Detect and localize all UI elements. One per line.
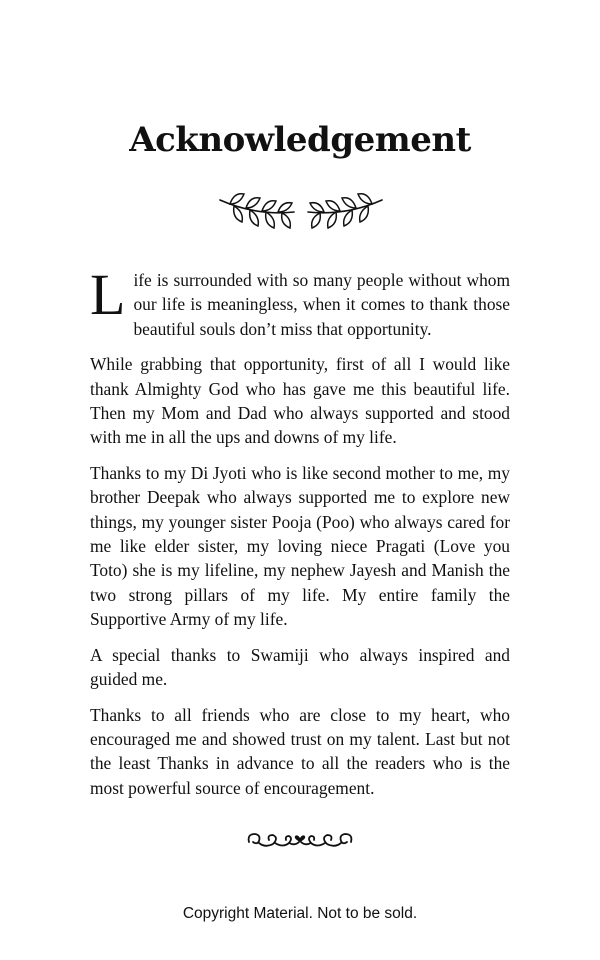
- paragraph-3: Thanks to my Di Jyoti who is like second mother to me, my brother Deepak who always supported me to explore new things, my younger sister Pooja (Poo) who always cared for me like elder sister, my loving niece Pragati (Love you Toto) she is my lifeline, my nephew Jayesh and Manish the two strong pillars of my life. My entire family the Supportive Army of my life.: [90, 462, 510, 630]
- paragraph-1: [90, 262, 510, 341]
- flourish-heart-icon: [245, 826, 355, 854]
- laurel-branches-icon: [216, 186, 386, 236]
- paragraph-4: A special thanks to Swamiji who always inspired and guided me.: [90, 644, 510, 690]
- acknowledgement-body: [90, 262, 510, 811]
- page-title: Acknowledgement: [129, 120, 471, 160]
- paragraph-2: While grabbing that opportunity, first of all I would like thank Almighty God who has gave me this beautiful life. Then my Mom and Dad who always supported and stood with me in all the ups and downs of my life.: [90, 354, 510, 448]
- copyright-notice: Copyright Material. Not to be sold.: [182, 905, 418, 922]
- drop-cap-letter: L: [90, 262, 126, 327]
- paragraph-5: Thanks to all friends who are close to my heart, who encouraged me and showed trust on my talent. Last but not the least Thanks in advance to all the readers who is the most powerful source of encouragement.: [90, 704, 510, 798]
- paragraph-1-text: ife is surrounded with so many people without whom our life is meaningless, when it comes to thank those beautiful souls don’t miss that opportunity.: [133, 270, 510, 339]
